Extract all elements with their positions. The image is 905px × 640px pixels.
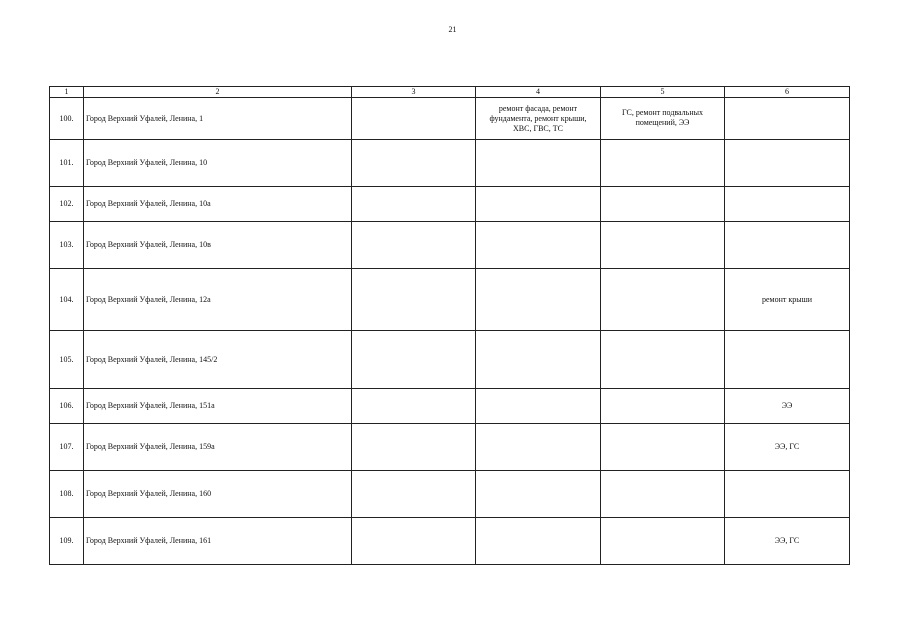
- row-cell-5: [601, 187, 725, 222]
- row-cell-6: ЭЭ: [725, 389, 850, 424]
- row-number: 105.: [50, 331, 84, 389]
- row-number: 102.: [50, 187, 84, 222]
- row-cell-5: ГС, ремонт подвальных помещений, ЭЭ: [601, 98, 725, 140]
- column-header-3: 3: [352, 87, 476, 98]
- column-header-6: 6: [725, 87, 850, 98]
- row-number: 109.: [50, 518, 84, 565]
- row-cell-5: [601, 269, 725, 331]
- row-cell-5: [601, 140, 725, 187]
- row-cell-6: [725, 98, 850, 140]
- row-cell-3: [352, 331, 476, 389]
- row-cell-6: ремонт крыши: [725, 269, 850, 331]
- column-header-2: 2: [84, 87, 352, 98]
- row-address: Город Верхний Уфалей, Ленина, 145/2: [84, 331, 352, 389]
- row-cell-6: [725, 222, 850, 269]
- row-cell-3: [352, 389, 476, 424]
- row-cell-6: [725, 331, 850, 389]
- row-cell-6: [725, 187, 850, 222]
- row-number: 103.: [50, 222, 84, 269]
- row-cell-3: [352, 187, 476, 222]
- row-cell-3: [352, 140, 476, 187]
- table-row: [50, 389, 850, 424]
- table-row: [50, 222, 850, 269]
- row-cell-5: [601, 389, 725, 424]
- header-row: [50, 87, 850, 98]
- row-cell-4: [476, 389, 601, 424]
- table-row: [50, 331, 850, 389]
- row-number: 100.: [50, 98, 84, 140]
- row-cell-4: [476, 424, 601, 471]
- table-row: [50, 187, 850, 222]
- table-row: [50, 518, 850, 565]
- table-row: [50, 269, 850, 331]
- row-number: 101.: [50, 140, 84, 187]
- row-address: Город Верхний Уфалей, Ленина, 10: [84, 140, 352, 187]
- row-cell-4: [476, 518, 601, 565]
- register-table: [49, 86, 850, 565]
- row-address: Город Верхний Уфалей, Ленина, 151а: [84, 389, 352, 424]
- row-cell-4: [476, 222, 601, 269]
- row-cell-6: ЭЭ, ГС: [725, 424, 850, 471]
- row-address: Город Верхний Уфалей, Ленина, 1: [84, 98, 352, 140]
- column-header-5: 5: [601, 87, 725, 98]
- column-header-1: 1: [50, 87, 84, 98]
- row-cell-3: [352, 471, 476, 518]
- row-cell-6: [725, 471, 850, 518]
- row-number: 106.: [50, 389, 84, 424]
- row-cell-5: [601, 471, 725, 518]
- table-row: [50, 140, 850, 187]
- row-cell-5: [601, 222, 725, 269]
- row-cell-4: [476, 269, 601, 331]
- row-address: Город Верхний Уфалей, Ленина, 10в: [84, 222, 352, 269]
- table-row: [50, 98, 850, 140]
- table-row: [50, 424, 850, 471]
- row-address: Город Верхний Уфалей, Ленина, 161: [84, 518, 352, 565]
- row-cell-3: [352, 424, 476, 471]
- row-cell-6: ЭЭ, ГС: [725, 518, 850, 565]
- row-cell-6: [725, 140, 850, 187]
- row-address: Город Верхний Уфалей, Ленина, 12а: [84, 269, 352, 331]
- row-number: 104.: [50, 269, 84, 331]
- row-cell-4: [476, 187, 601, 222]
- row-number: 108.: [50, 471, 84, 518]
- row-address: Город Верхний Уфалей, Ленина, 159а: [84, 424, 352, 471]
- row-cell-5: [601, 518, 725, 565]
- row-cell-5: [601, 424, 725, 471]
- row-cell-3: [352, 98, 476, 140]
- column-header-4: 4: [476, 87, 601, 98]
- row-cell-3: [352, 269, 476, 331]
- row-number: 107.: [50, 424, 84, 471]
- row-cell-4: ремонт фасада, ремонт фундамента, ремонт крыши, ХВС, ГВС, ТС: [476, 98, 601, 140]
- row-cell-3: [352, 222, 476, 269]
- row-cell-4: [476, 471, 601, 518]
- row-cell-5: [601, 331, 725, 389]
- table-row: [50, 471, 850, 518]
- row-cell-4: [476, 140, 601, 187]
- row-address: Город Верхний Уфалей, Ленина, 160: [84, 471, 352, 518]
- row-address: Город Верхний Уфалей, Ленина, 10а: [84, 187, 352, 222]
- row-cell-4: [476, 331, 601, 389]
- page-number: 21: [448, 25, 457, 34]
- row-cell-3: [352, 518, 476, 565]
